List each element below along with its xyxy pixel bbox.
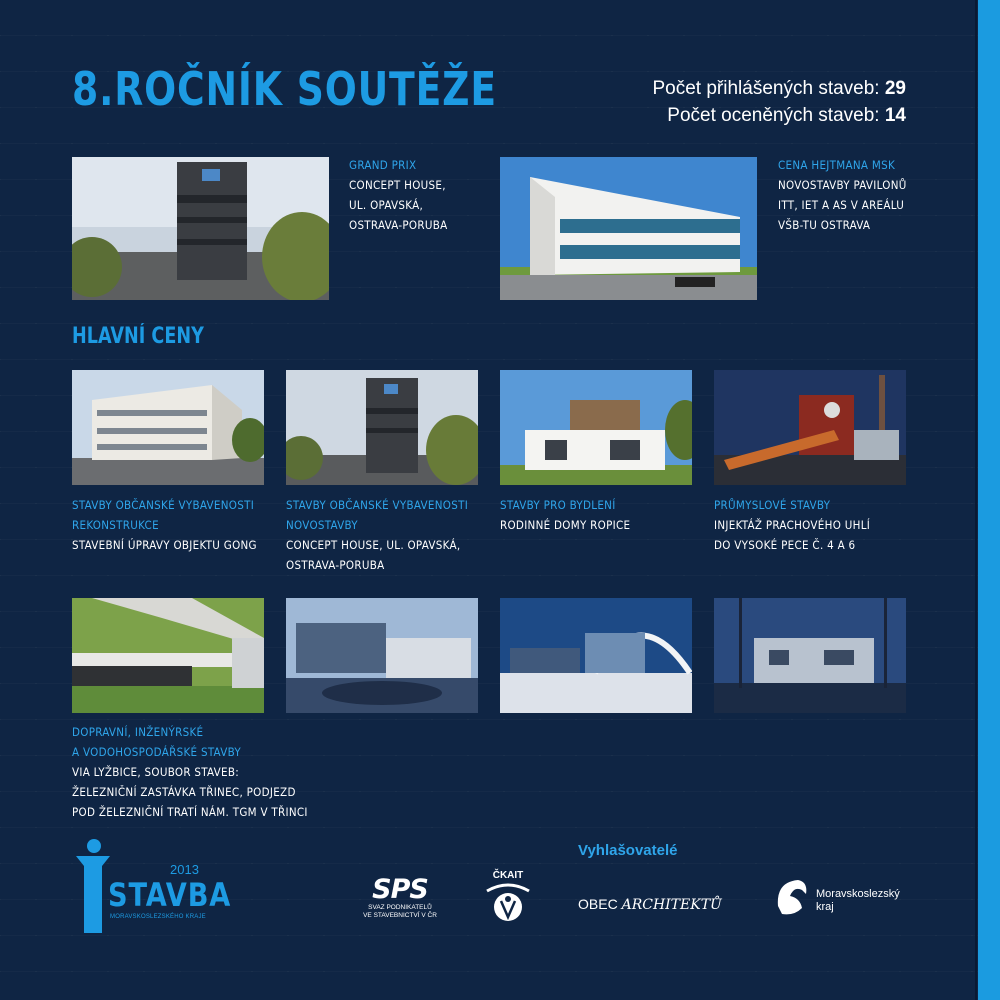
caption-category: STAVBY PRO BYDLENÍ [500,498,616,512]
ckait-emblem-icon [483,881,533,927]
caption-line: DO VYSOKÉ PECE Č. 4 A 6 [714,538,856,552]
announcers-title: Vyhlašovatelé [578,842,678,859]
caption-category: PRŮMYSLOVÉ STAVBY [714,498,831,512]
caption-grand-prix [349,155,448,235]
photo-prize-trinec [72,598,264,713]
sps-logo: SPS SVAZ PODNIKATELŮ VE STAVEBNICTVÍ V ČR [363,874,437,919]
caption-category: A VODOHOSPODÁŘSKÉ STAVBY [72,745,241,759]
stavba-wordmark: STAVBA [108,876,232,914]
caption-line: ŽELEZNIČNÍ ZASTÁVKA TŘINEC, PODJEZD [72,785,296,799]
ckait-logo: ČKAIT [478,870,538,932]
caption-line: OSTRAVA-PORUBA [349,218,448,232]
caption-category: GRAND PRIX [349,158,417,172]
side-divider [975,0,977,1000]
caption-prize-5 [72,722,308,822]
photo-prize-2-row2 [286,598,478,713]
photo-prize-ropice [500,370,692,485]
stat-registered: Počet přihlášených staveb: 29 [652,78,906,99]
photo-prize-3-row2 [500,598,692,713]
caption-line: ITT, IET A AS V AREÁLU [778,198,905,212]
photo-prize-gong [72,370,264,485]
photo-prize-industrial [714,370,906,485]
caption-prize-3 [500,495,630,535]
photo-cena-hejtmana [500,157,757,300]
main-prizes-title: HLAVNÍ CENY [72,324,204,349]
caption-category: NOVOSTAVBY [286,518,358,532]
caption-line: INJEKTÁŽ PRACHOVÉHO UHLÍ [714,518,871,532]
caption-prize-2 [286,495,468,575]
caption-line: POD ŽELEZNIČNÍ TRATÍ NÁM. TGM V TŘINCI [72,805,308,819]
side-accent-bar [978,0,1000,1000]
caption-prize-4 [714,495,870,555]
stat-awarded: Počet oceněných staveb: 14 [667,105,906,126]
caption-line: STAVEBNÍ ÚPRAVY OBJEKTU GONG [72,538,257,552]
stavba-subtitle: MORAVSKOSLEZSKÉHO KRAJE [110,914,206,920]
caption-category: DOPRAVNÍ, INŽENÝRSKÉ [72,725,204,739]
caption-category: REKONSTRUKCE [72,518,159,532]
photo-grand-prix [72,157,329,300]
msk-logo: Moravskoslezský kraj [772,876,922,926]
caption-prize-1 [72,495,257,555]
stavba-year: 2013 [170,862,199,877]
caption-line: CONCEPT HOUSE, [349,178,446,192]
photo-prize-concept-house [286,370,478,485]
caption-category: STAVBY OBČANSKÉ VYBAVENOSTI [72,498,255,512]
caption-line: UL. OPAVSKÁ, [349,198,424,212]
stats-block [653,75,907,129]
caption-category: CENA HEJTMANA MSK [778,158,896,172]
caption-line: OSTRAVA-PORUBA [286,558,385,572]
caption-cena-hejtmana [778,155,907,235]
msk-emblem-icon [772,876,812,922]
caption-line: RODINNÉ DOMY ROPICE [500,518,631,532]
obec-architektu-logo: OBEC ARCHITEKTŮ [578,896,722,913]
caption-line: VŠB-TU OSTRAVA [778,218,871,232]
caption-line: NOVOSTAVBY PAVILONŮ [778,178,907,192]
caption-category: STAVBY OBČANSKÉ VYBAVENOSTI [286,498,469,512]
photo-prize-4-row2 [714,598,906,713]
caption-line: CONCEPT HOUSE, UL. OPAVSKÁ, [286,538,461,552]
page-title: 8.ROČNÍK SOUTĚŽE [72,62,497,116]
caption-line: VIA LYŽBICE, SOUBOR STAVEB: [72,765,240,779]
